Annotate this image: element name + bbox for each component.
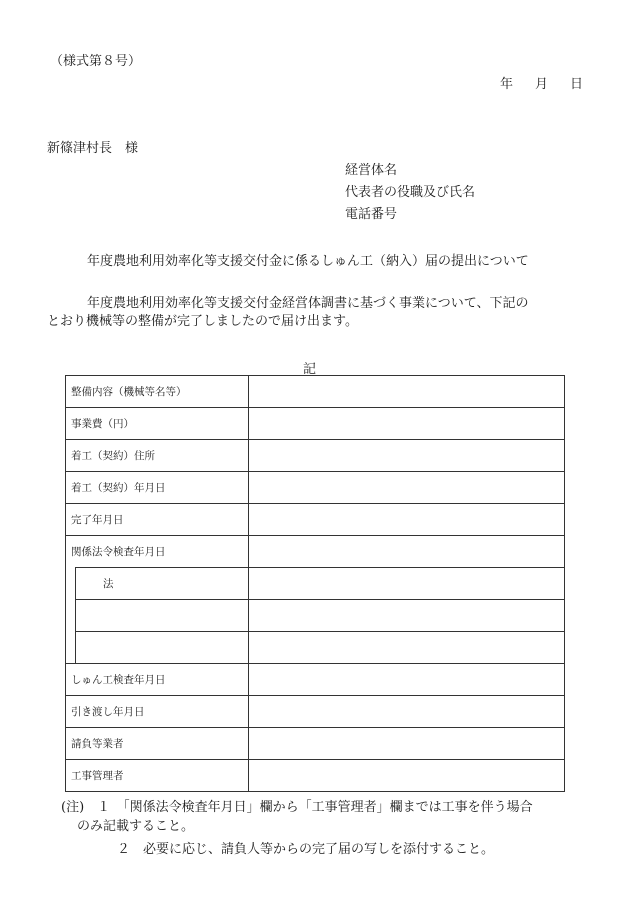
sub-row-label-2 bbox=[76, 600, 249, 632]
row-value-final-inspection[interactable] bbox=[249, 664, 565, 696]
table-row bbox=[66, 568, 565, 600]
date-month: 月 bbox=[535, 77, 549, 92]
row-value-start-date[interactable] bbox=[249, 472, 565, 504]
report-table bbox=[65, 375, 565, 792]
body-line-1: 年度農地利用効率化等支援交付金経営体調書に基づく事業について、下記の bbox=[87, 296, 529, 311]
table-row bbox=[66, 472, 565, 504]
addressee: 新篠津村長 様 bbox=[47, 141, 139, 156]
table-row bbox=[66, 408, 565, 440]
table-row bbox=[66, 600, 565, 632]
form-number: （様式第８号） bbox=[50, 54, 142, 69]
note-1-line-2: のみ記載すること。 bbox=[77, 819, 195, 834]
date-day: 日 bbox=[570, 77, 584, 92]
row-label-start-date: 着工（契約）年月日 bbox=[66, 472, 249, 504]
body-line-2: とおり機械等の整備が完了しましたので届け出ます。 bbox=[47, 314, 358, 329]
sub-row-label-law: 法 bbox=[76, 568, 249, 600]
row-label-start-address: 着工（契約）住所 bbox=[66, 440, 249, 472]
sub-row-value-law[interactable] bbox=[249, 568, 565, 600]
row-label-completion-date: 完了年月日 bbox=[66, 504, 249, 536]
table-row bbox=[66, 536, 565, 568]
table-row bbox=[66, 504, 565, 536]
sender-phone: 電話番号 bbox=[345, 207, 398, 222]
sub-row-value-3[interactable] bbox=[249, 632, 565, 664]
row-label-final-inspection: しゅん工検査年月日 bbox=[66, 664, 249, 696]
row-value-cost[interactable] bbox=[249, 408, 565, 440]
notes bbox=[61, 798, 533, 859]
sender-block bbox=[345, 160, 475, 226]
sub-row-value-2[interactable] bbox=[249, 600, 565, 632]
row-value-equipment[interactable] bbox=[249, 376, 565, 408]
row-label-cost: 事業費（円） bbox=[66, 408, 249, 440]
indent-cell bbox=[66, 600, 76, 632]
row-value-completion-date[interactable] bbox=[249, 504, 565, 536]
row-value-construction-manager[interactable] bbox=[249, 760, 565, 792]
sub-row-label-3 bbox=[76, 632, 249, 664]
row-value-handover-date[interactable] bbox=[249, 696, 565, 728]
ki-label: 記 bbox=[303, 362, 317, 377]
row-label-inspection-date: 関係法令検査年月日 bbox=[66, 536, 249, 568]
row-value-start-address[interactable] bbox=[249, 440, 565, 472]
row-label-handover-date: 引き渡し年月日 bbox=[66, 696, 249, 728]
note-1-line-1: 「関係法令検査年月日」欄から「工事管理者」欄までは工事を伴う場合 bbox=[123, 800, 533, 815]
table-row bbox=[66, 728, 565, 760]
note-1 bbox=[61, 798, 533, 817]
indent-cell bbox=[66, 632, 76, 664]
note-2: ２ 必要に応じ、請負人等からの完了届の写しを添付すること。 bbox=[117, 842, 495, 857]
table-row bbox=[66, 696, 565, 728]
table-row bbox=[66, 632, 565, 664]
indent-cell bbox=[66, 568, 76, 600]
sender-business-name: 経営体名 bbox=[345, 163, 398, 178]
row-label-construction-manager: 工事管理者 bbox=[66, 760, 249, 792]
body-text bbox=[47, 295, 528, 331]
note-1-prefix: (注) １ bbox=[61, 800, 124, 815]
table-row bbox=[66, 760, 565, 792]
date-line bbox=[500, 73, 583, 92]
row-value-inspection-date[interactable] bbox=[249, 536, 565, 568]
document-subject: 年度農地利用効率化等支援交付金に係るしゅん工（納入）届の提出について bbox=[87, 254, 529, 269]
table-row bbox=[66, 376, 565, 408]
row-value-contractor[interactable] bbox=[249, 728, 565, 760]
row-label-equipment: 整備内容（機械等名等） bbox=[66, 376, 249, 408]
row-label-contractor: 請負等業者 bbox=[66, 728, 249, 760]
table-row bbox=[66, 664, 565, 696]
table-row bbox=[66, 440, 565, 472]
sender-representative: 代表者の役職及び氏名 bbox=[345, 185, 476, 200]
date-year: 年 bbox=[500, 77, 514, 92]
